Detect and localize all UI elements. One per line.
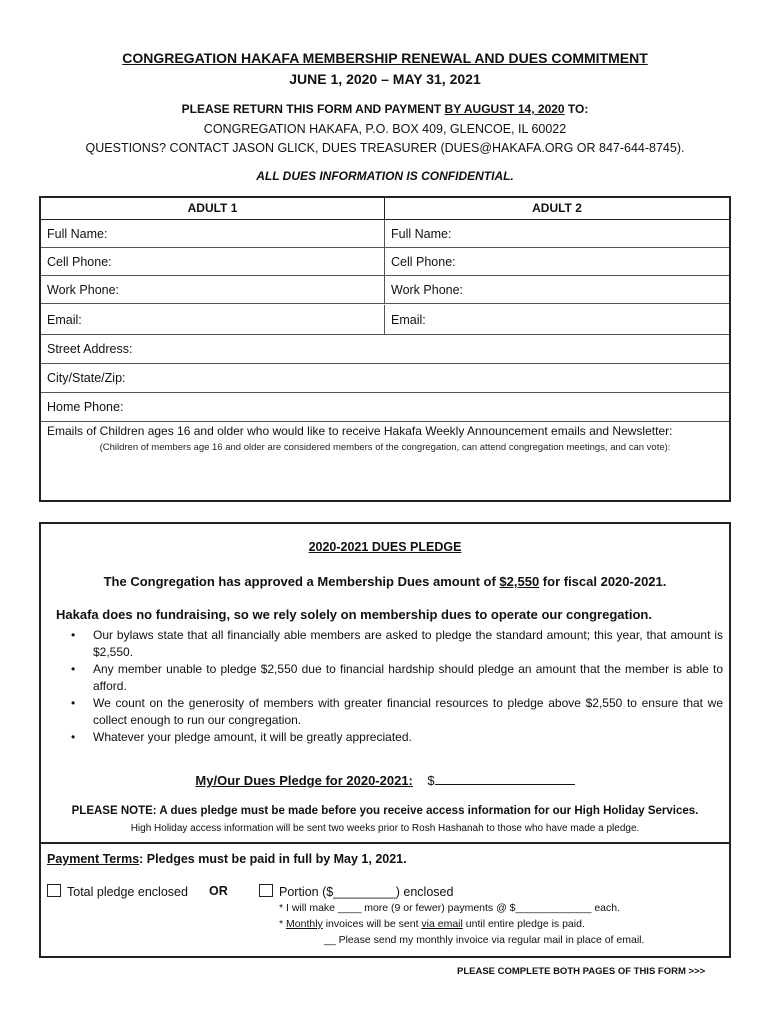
adult2-work-phone-field[interactable]: Work Phone: bbox=[385, 276, 729, 304]
street-address-field[interactable]: Street Address: bbox=[41, 335, 729, 364]
contact-info-table bbox=[39, 196, 731, 502]
approved-dues-statement bbox=[41, 574, 729, 589]
total-pledge-checkbox[interactable] bbox=[47, 884, 61, 897]
bullet-icon: • bbox=[71, 662, 76, 676]
adult2-full-name-field[interactable]: Full Name: bbox=[385, 220, 729, 248]
pledge-amount-label: My/Our Dues Pledge for 2020-2021: bbox=[195, 773, 413, 788]
return-suffix: TO: bbox=[564, 102, 589, 116]
children-membership-note: (Children of members age 16 and older are considered members of the congregation, can attend congregation meetings, and can vote): bbox=[99, 442, 671, 453]
adult1-header: ADULT 1 bbox=[41, 198, 385, 220]
dollar-sign: $ bbox=[427, 773, 435, 788]
monthly-suffix: until entire pledge is paid. bbox=[462, 918, 585, 930]
monthly-mid: invoices will be sent bbox=[322, 918, 422, 930]
adult1-work-phone-field[interactable]: Work Phone: bbox=[41, 276, 385, 304]
adult2-header: ADULT 2 bbox=[385, 198, 729, 220]
portion-label: Portion ($_________) enclosed bbox=[279, 885, 454, 899]
portion-checkbox[interactable] bbox=[259, 884, 273, 897]
adult1-email-field[interactable]: Email: bbox=[41, 305, 385, 335]
adult1-cell-phone-field[interactable]: Cell Phone: bbox=[41, 248, 385, 276]
form-title: CONGREGATION HAKAFA MEMBERSHIP RENEWAL AND DUES COMMITMENT bbox=[122, 50, 648, 66]
list-item bbox=[59, 695, 723, 729]
high-holiday-note: PLEASE NOTE: A dues pledge must be made before you receive access information for our High Holiday Services. bbox=[71, 805, 699, 817]
adult2-email-field[interactable]: Email: bbox=[385, 305, 729, 335]
total-pledge-option[interactable] bbox=[47, 884, 188, 899]
approved-amount: $2,550 bbox=[499, 574, 540, 589]
payment-terms-label: Payment Terms bbox=[47, 852, 140, 866]
total-pledge-label: Total pledge enclosed bbox=[67, 885, 188, 899]
list-item bbox=[59, 729, 723, 746]
via-email-word: via email bbox=[421, 918, 463, 930]
monthly-word: Monthly bbox=[286, 918, 323, 930]
complete-both-pages-note: PLEASE COMPLETE BOTH PAGES OF THIS FORM >>> bbox=[457, 966, 706, 977]
portion-option[interactable] bbox=[259, 884, 453, 899]
return-instructions bbox=[0, 102, 770, 116]
pledge-title: 2020-2021 DUES PLEDGE bbox=[308, 540, 462, 554]
pledge-guidelines-list bbox=[59, 627, 723, 746]
installment-line: * I will make ____ more (9 or fewer) payments @ $_____________ each. bbox=[279, 902, 621, 914]
bullet-icon: • bbox=[71, 696, 76, 710]
bullet-text: Our bylaws state that all financially able members are asked to pledge the standard amount; this year, that amount is $2,550. bbox=[93, 628, 723, 659]
return-deadline: BY AUGUST 14, 2020 bbox=[444, 102, 565, 116]
bullet-icon: • bbox=[71, 730, 76, 744]
list-item bbox=[59, 627, 723, 661]
adult1-full-name-field[interactable]: Full Name: bbox=[41, 220, 385, 248]
confidential-note: ALL DUES INFORMATION IS CONFIDENTIAL. bbox=[256, 169, 514, 183]
city-state-zip-field[interactable]: City/State/Zip: bbox=[41, 364, 729, 393]
bullet-text: Whatever your pledge amount, it will be greatly appreciated. bbox=[93, 730, 412, 744]
regular-mail-option[interactable]: __ Please send my monthly invoice via regular mail in place of email. bbox=[324, 934, 645, 946]
questions-contact: QUESTIONS? CONTACT JASON GLICK, DUES TREASURER (DUES@HAKAFA.ORG OR 847-644-8745). bbox=[85, 141, 685, 155]
bullet-icon: • bbox=[71, 628, 76, 642]
approved-prefix: The Congregation has approved a Membership Dues amount of bbox=[103, 574, 500, 589]
return-prefix: PLEASE RETURN THIS FORM AND PAYMENT bbox=[181, 102, 445, 116]
pledge-amount-input[interactable] bbox=[435, 770, 575, 785]
high-holiday-info: High Holiday access information will be sent two weeks prior to Rosh Hashanah to those who have made a pledge. bbox=[130, 823, 640, 834]
mailing-address: CONGREGATION HAKAFA, P.O. BOX 409, GLENCOE, IL 60022 bbox=[203, 122, 567, 136]
children-emails-field[interactable] bbox=[41, 424, 729, 453]
payment-terms-text: : Pledges must be paid in full by May 1, 2021. bbox=[139, 852, 407, 866]
bullet-text: We count on the generosity of members with greater financial resources to pledge above $2,550 to ensure that we collect enough to run our congregation. bbox=[93, 696, 723, 727]
monthly-invoice-line bbox=[279, 918, 585, 930]
payment-terms-row bbox=[41, 842, 729, 872]
no-fundraising-statement: Hakafa does no fundraising, so we rely solely on membership dues to operate our congregation. bbox=[56, 607, 652, 622]
form-date-range: JUNE 1, 2020 – MAY 31, 2021 bbox=[289, 71, 481, 87]
children-emails-label: Emails of Children ages 16 and older who would like to receive Hakafa Weekly Announcement emails and Newsletter: bbox=[47, 424, 673, 438]
payment-terms bbox=[47, 852, 407, 866]
pledge-amount-row bbox=[41, 770, 729, 788]
list-item bbox=[59, 661, 723, 695]
monthly-prefix: * bbox=[279, 918, 287, 930]
bullet-text: Any member unable to pledge $2,550 due to financial hardship should pledge an amount that the member is able to afford. bbox=[93, 662, 723, 693]
or-label: OR bbox=[209, 884, 228, 898]
dues-pledge-section bbox=[39, 522, 731, 958]
home-phone-field[interactable]: Home Phone: bbox=[41, 393, 729, 422]
adult2-cell-phone-field[interactable]: Cell Phone: bbox=[385, 248, 729, 276]
approved-suffix: for fiscal 2020-2021. bbox=[539, 574, 667, 589]
